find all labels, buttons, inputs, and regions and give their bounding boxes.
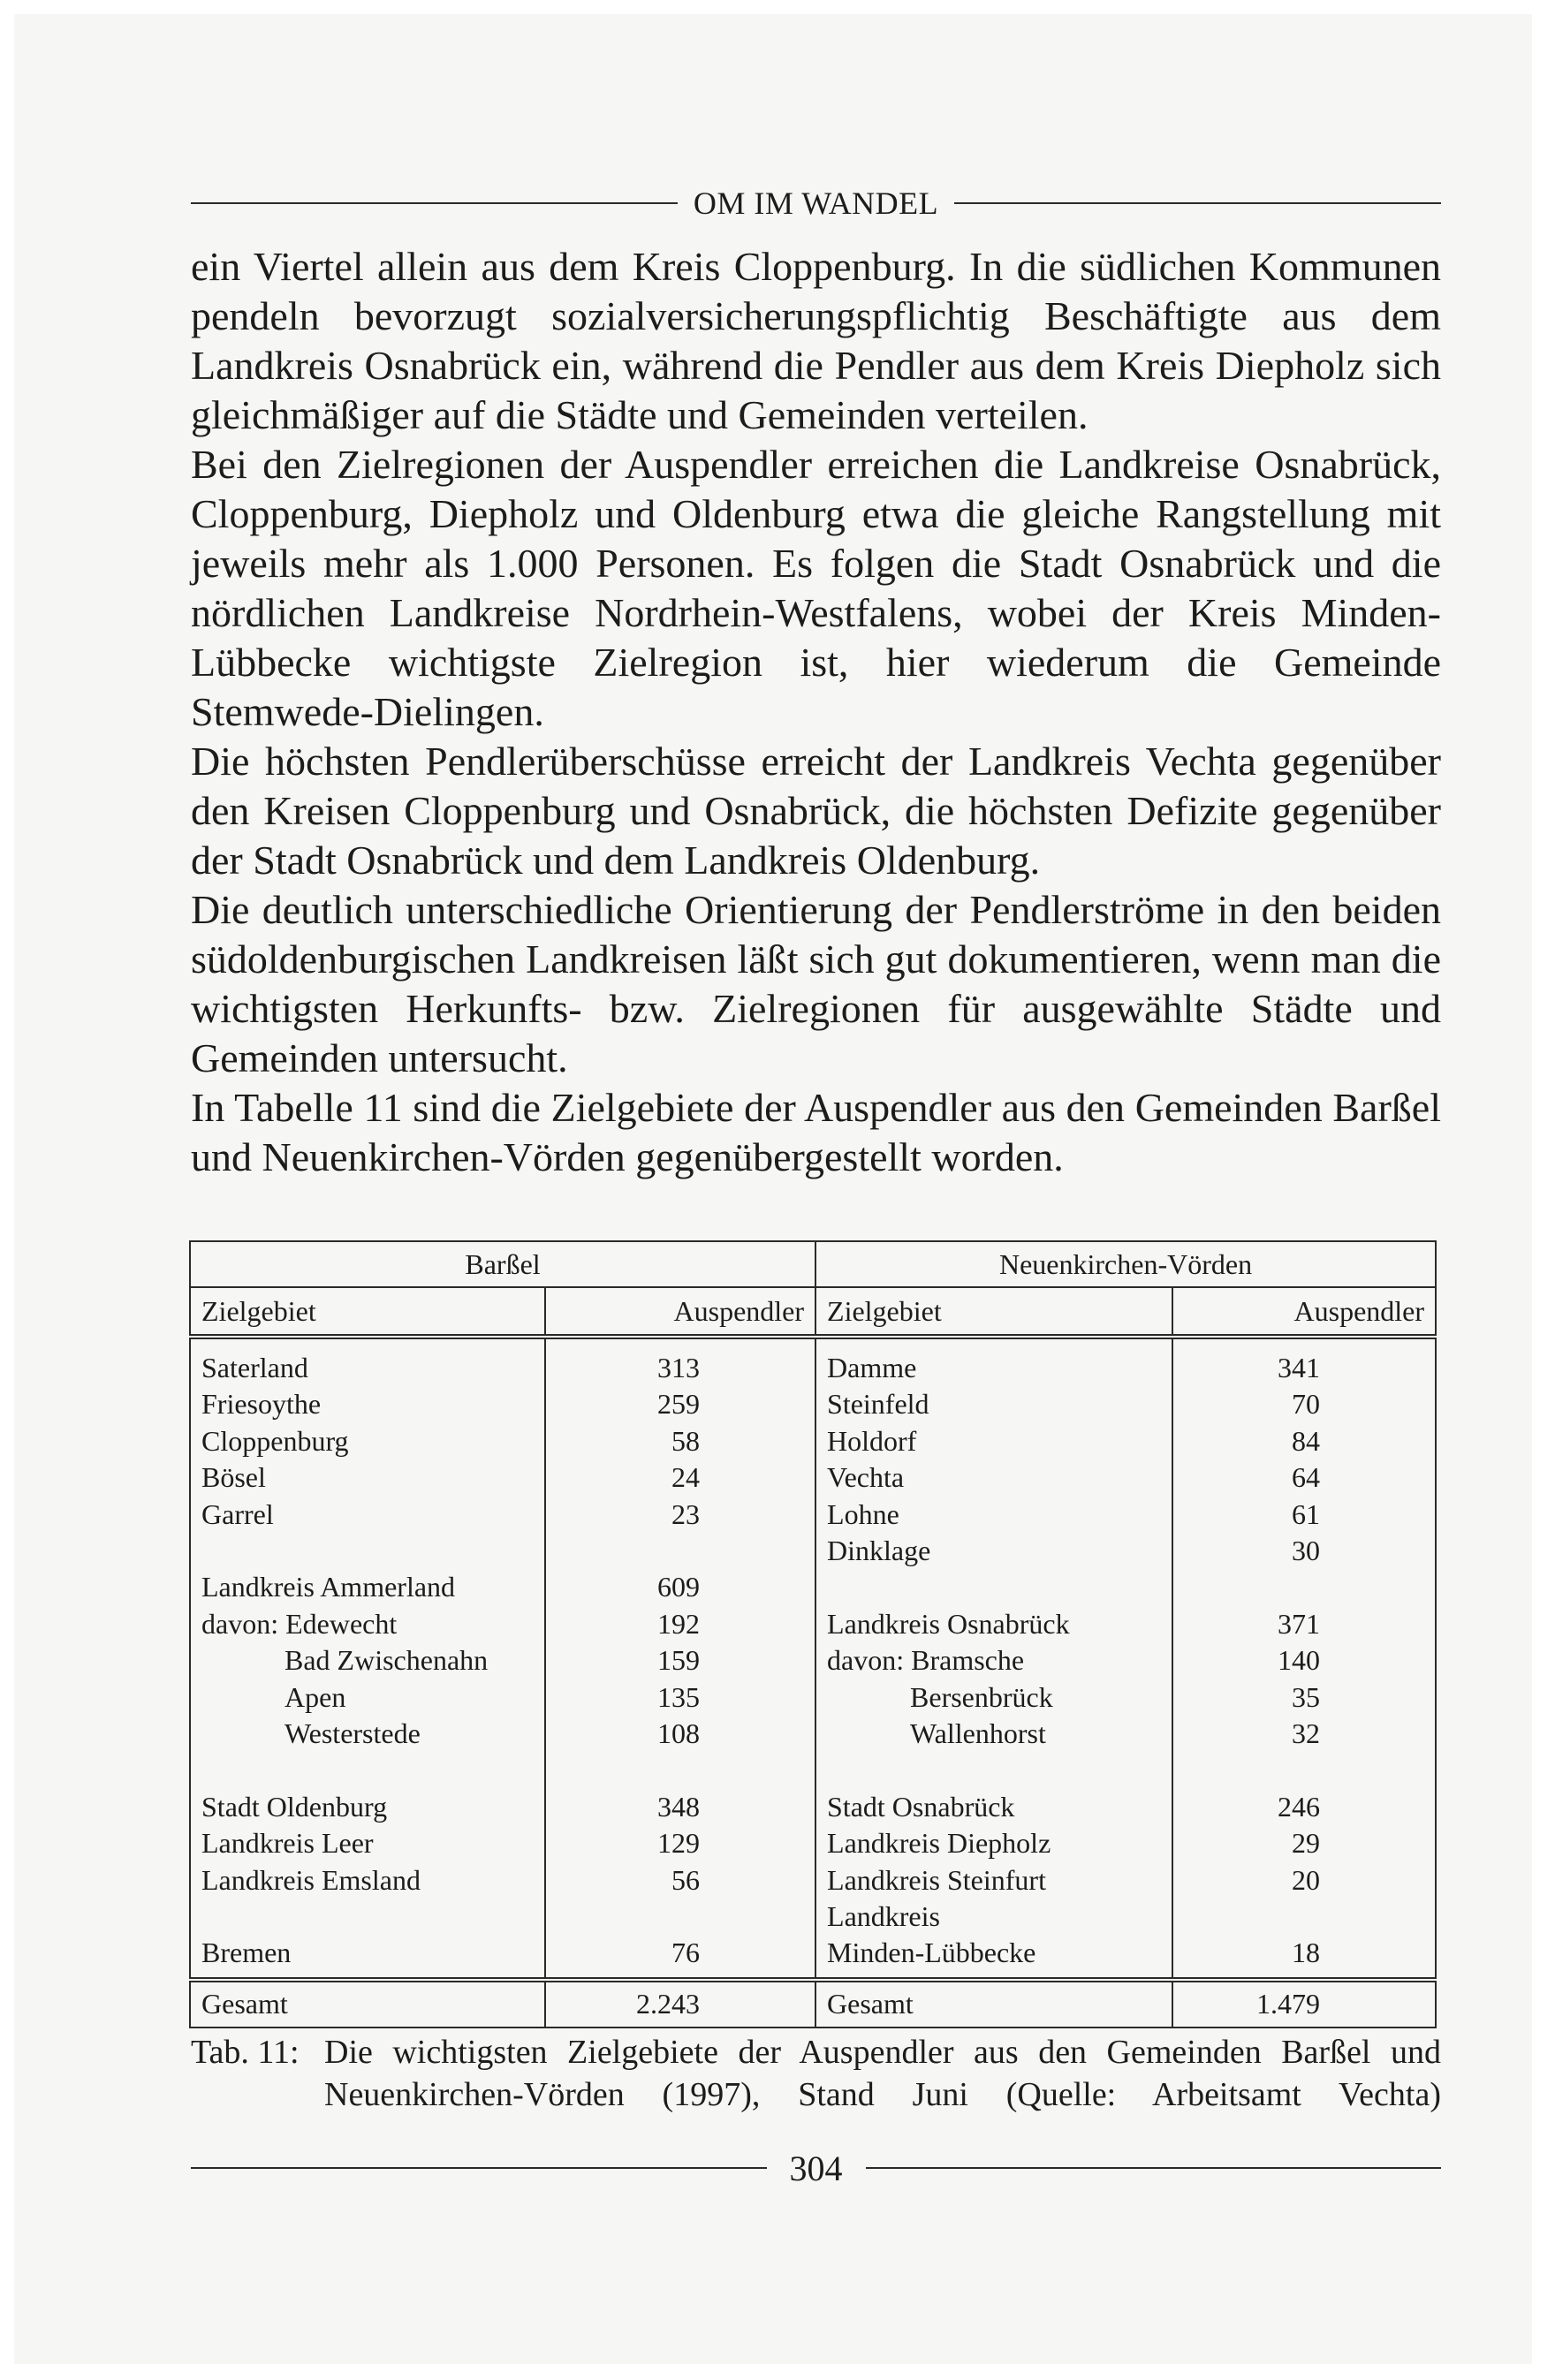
cell-count-right: 20 xyxy=(1172,1862,1436,1899)
table-body xyxy=(190,1337,1436,1980)
table-row xyxy=(190,1789,1436,1825)
cell-count-left: 129 xyxy=(545,1825,815,1861)
total-value-right: 1.479 xyxy=(1172,1980,1436,2028)
cell-count-right: 29 xyxy=(1172,1825,1436,1861)
cell-area-right: Dinklage xyxy=(815,1533,1172,1569)
table-row xyxy=(190,1679,1436,1716)
table-row xyxy=(190,1533,1436,1569)
cell-area-right xyxy=(815,1752,1172,1788)
table-row xyxy=(190,1642,1436,1679)
cell-count-right: 61 xyxy=(1172,1497,1436,1533)
cell-count-right: 371 xyxy=(1172,1606,1436,1642)
cell-count-right xyxy=(1172,1569,1436,1605)
cell-count-left: 192 xyxy=(545,1606,815,1642)
col-header-count-left: Auspendler xyxy=(545,1287,815,1337)
table-row xyxy=(190,1752,1436,1788)
table-row xyxy=(190,1497,1436,1533)
running-title: OM IM WANDEL xyxy=(693,186,939,221)
cell-area-right: Holdorf xyxy=(815,1423,1172,1459)
table-row xyxy=(190,1423,1436,1459)
cell-area-right: Landkreis Steinfurt xyxy=(815,1862,1172,1899)
group-header-neuenkirchen: Neuenkirchen-Vörden xyxy=(815,1241,1436,1287)
cell-area-right: Wallenhorst xyxy=(815,1716,1172,1752)
col-header-area-right: Zielgebiet xyxy=(815,1287,1172,1337)
cell-count-right: 18 xyxy=(1172,1935,1436,1979)
table-group-header xyxy=(190,1241,1436,1287)
table-column-header xyxy=(190,1287,1436,1337)
table-row xyxy=(190,1862,1436,1899)
cell-count-left: 24 xyxy=(545,1459,815,1496)
cell-area-right xyxy=(815,1569,1172,1605)
cell-count-left: 348 xyxy=(545,1789,815,1825)
table-row xyxy=(190,1386,1436,1422)
table-row xyxy=(190,1899,1436,1935)
cell-count-left: 609 xyxy=(545,1569,815,1605)
cell-count-right: 64 xyxy=(1172,1459,1436,1496)
cell-count-right: 84 xyxy=(1172,1423,1436,1459)
cell-count-right: 30 xyxy=(1172,1533,1436,1569)
cell-count-left: 58 xyxy=(545,1423,815,1459)
cell-area-right: Landkreis Osnabrück xyxy=(815,1606,1172,1642)
cell-area-left xyxy=(190,1533,545,1569)
cell-area-right: Damme xyxy=(815,1337,1172,1386)
commuter-destination-table xyxy=(189,1240,1437,2028)
cell-count-right: 70 xyxy=(1172,1386,1436,1422)
cell-area-right: Landkreis xyxy=(815,1899,1172,1935)
cell-area-left: Saterland xyxy=(190,1337,545,1386)
cell-count-right: 246 xyxy=(1172,1789,1436,1825)
cell-count-left: 56 xyxy=(545,1862,815,1899)
cell-area-left: Apen xyxy=(190,1679,545,1716)
header-rule-left xyxy=(191,202,678,204)
cell-area-right: Minden-Lübbecke xyxy=(815,1935,1172,1979)
cell-area-left: Friesoythe xyxy=(190,1386,545,1422)
cell-count-left: 159 xyxy=(545,1642,815,1679)
running-header xyxy=(191,180,1441,226)
cell-area-left: Cloppenburg xyxy=(190,1423,545,1459)
cell-count-right xyxy=(1172,1899,1436,1935)
total-label-left: Gesamt xyxy=(190,1980,545,2028)
cell-count-left: 108 xyxy=(545,1716,815,1752)
table-row xyxy=(190,1716,1436,1752)
page-number: 304 xyxy=(789,2148,843,2188)
cell-area-left: Landkreis Leer xyxy=(190,1825,545,1861)
paragraph-4: Die deutlich unterschiedliche Orientierung der Pendlerströme in den beiden südoldenburgischen Landkreisen läßt sich gut dokumentieren, wenn man die wichtigsten Herkunfts- bzw. Zielregionen für ausgewählte Städte und Gemeinden untersucht. xyxy=(191,887,1441,1080)
cell-area-left: Westerstede xyxy=(190,1716,545,1752)
paragraph-5: In Tabelle 11 sind die Zielgebiete der Auspendler aus den Gemeinden Barßel und Neuenkirchen-Vörden gegenübergestellt worden. xyxy=(191,1085,1441,1179)
page-footer xyxy=(191,2143,1441,2193)
cell-area-left: Landkreis Ammerland xyxy=(190,1569,545,1605)
footer-rule-right xyxy=(866,2167,1442,2169)
table-row xyxy=(190,1569,1436,1605)
table-row xyxy=(190,1459,1436,1496)
cell-count-right: 140 xyxy=(1172,1642,1436,1679)
table-row xyxy=(190,1825,1436,1861)
table-caption xyxy=(191,2031,1441,2116)
caption-label: Tab. 11: xyxy=(191,2034,300,2071)
table-total-row xyxy=(190,1980,1436,2028)
cell-area-left: Stadt Oldenburg xyxy=(190,1789,545,1825)
cell-count-left xyxy=(545,1899,815,1935)
total-label-right: Gesamt xyxy=(815,1980,1172,2028)
cell-area-left: Landkreis Emsland xyxy=(190,1862,545,1899)
cell-area-left xyxy=(190,1899,545,1935)
cell-area-left: Bad Zwischenahn xyxy=(190,1642,545,1679)
cell-area-left: Bremen xyxy=(190,1935,545,1979)
cell-count-right: 35 xyxy=(1172,1679,1436,1716)
cell-area-left: Garrel xyxy=(190,1497,545,1533)
cell-count-left: 135 xyxy=(545,1679,815,1716)
col-header-count-right: Auspendler xyxy=(1172,1287,1436,1337)
cell-count-left xyxy=(545,1533,815,1569)
group-header-barssel: Barßel xyxy=(190,1241,815,1287)
table-row xyxy=(190,1606,1436,1642)
cell-area-right: Landkreis Diepholz xyxy=(815,1825,1172,1861)
paragraph-3: Die höchsten Pendlerüberschüsse erreicht der Landkreis Vechta gegenüber den Kreisen Cloppenburg und Osnabrück, die höchsten Defizite gegenüber der Stadt Osnabrück und dem Landkreis Oldenburg. xyxy=(191,739,1441,883)
cell-area-right: Stadt Osnabrück xyxy=(815,1789,1172,1825)
paragraph-1: ein Viertel allein aus dem Kreis Cloppenburg. In die südlichen Kommunen pendeln bevorzugt sozialversicherungspflichtig Beschäftigte aus dem Landkreis Osnabrück ein, während die Pendler aus dem Kreis Diepholz sich gleichmäßiger auf die Städte und Gemeinden verteilen. xyxy=(191,244,1441,437)
cell-count-left: 76 xyxy=(545,1935,815,1979)
cell-area-right: davon: Bramsche xyxy=(815,1642,1172,1679)
paragraph-2: Bei den Zielregionen der Auspendler erreichen die Landkreise Osnabrück, Cloppenburg, Diepholz und Oldenburg etwa die gleiche Rangstellung mit jeweils mehr als 1.000 Personen. Es folgen die Stadt Osnabrück und die nördlichen Landkreise Nordrhein-Westfalens, wobei der Kreis Minden-Lübbecke wichtigste Zielregion ist, hier wiederum die Gemeinde Stemwede-Dielingen. xyxy=(191,442,1441,734)
cell-area-right: Steinfeld xyxy=(815,1386,1172,1422)
cell-count-left: 23 xyxy=(545,1497,815,1533)
page-sheet xyxy=(14,14,1532,2364)
body-text xyxy=(191,242,1441,1182)
col-header-area-left: Zielgebiet xyxy=(190,1287,545,1337)
cell-count-right xyxy=(1172,1752,1436,1788)
table-row xyxy=(190,1935,1436,1979)
cell-count-left: 313 xyxy=(545,1337,815,1386)
cell-count-right: 341 xyxy=(1172,1337,1436,1386)
header-rule-right xyxy=(954,202,1441,204)
cell-count-left xyxy=(545,1752,815,1788)
cell-area-right: Bersenbrück xyxy=(815,1679,1172,1716)
cell-count-left: 259 xyxy=(545,1386,815,1422)
footer-rule-left xyxy=(191,2167,767,2169)
cell-area-left xyxy=(190,1752,545,1788)
caption-text: Die wichtigsten Zielgebiete der Auspendler aus den Gemeinden Barßel und Neuenkirchen-Vörden (1997), Stand Juni (Quelle: Arbeitsamt Vechta) xyxy=(324,2034,1441,2113)
cell-count-right: 32 xyxy=(1172,1716,1436,1752)
cell-area-right: Vechta xyxy=(815,1459,1172,1496)
total-value-left: 2.243 xyxy=(545,1980,815,2028)
cell-area-right: Lohne xyxy=(815,1497,1172,1533)
cell-area-left: Bösel xyxy=(190,1459,545,1496)
table-row xyxy=(190,1337,1436,1386)
cell-area-left: davon: Edewecht xyxy=(190,1606,545,1642)
